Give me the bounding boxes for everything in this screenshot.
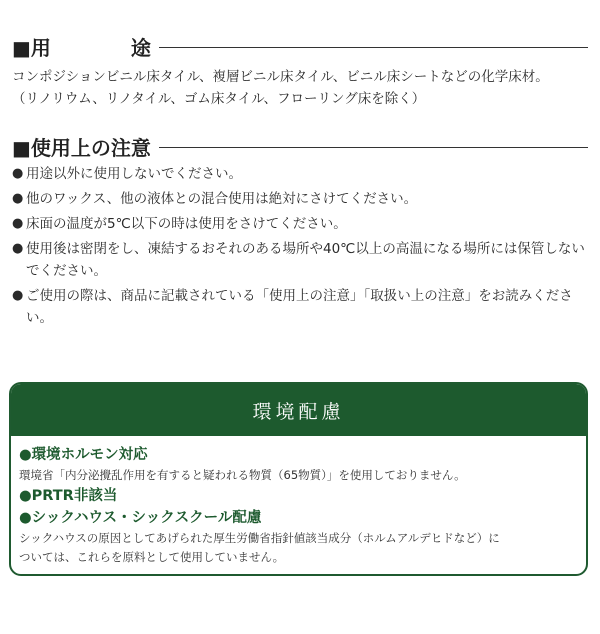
caution-item [12, 285, 588, 329]
usage-title: ■用 途 [12, 36, 151, 60]
caution-title: ■使用上の注意 [12, 136, 151, 160]
usage-divider [159, 47, 588, 48]
caution-text: 床面の温度が5℃以下の時は使用をさけてください。 [26, 216, 347, 232]
sick-house-note-line: ついては、これらを原料として使用していません。 [19, 550, 285, 564]
bullet-icon: ● [12, 166, 24, 181]
bullet-icon: ● [12, 191, 24, 206]
hormone-note: 環境省「内分泌攪乱作用を有すると疑われる物質（65物質）」を使用しておりません。 [19, 468, 466, 482]
caution-section-header [12, 132, 588, 161]
prtr-title: ●PRTR非該当 [19, 488, 118, 504]
caution-text: 用途以外に使用しないでください。 [26, 166, 242, 182]
caution-item [12, 238, 588, 282]
caution-list [12, 163, 588, 332]
eco-panel [9, 382, 588, 576]
usage-section-header [12, 32, 588, 61]
caution-text: 他のワックス、他の液体との混合使用は絶対にさけてください。 [26, 191, 418, 207]
bullet-icon: ● [12, 241, 24, 256]
eco-panel-header: 環境配慮 [11, 384, 586, 436]
eco-panel-body [11, 436, 586, 567]
caution-divider [159, 147, 588, 148]
bullet-icon: ● [12, 216, 24, 231]
caution-item [12, 163, 588, 185]
sick-house-note-line: シックハウスの原因としてあげられた厚生労働省指針値該当成分（ホルムアルデヒドなど）に [19, 531, 500, 545]
caution-item [12, 188, 588, 210]
usage-line: （リノリウム、リノタイル、ゴム床タイル、フローリング床を除く） [12, 91, 426, 107]
caution-text: ご使用の際は、商品に記載されている「使用上の注意」「取扱い上の注意」をお読みください。 [26, 288, 573, 326]
usage-text [12, 66, 592, 110]
sick-house-title: ●シックハウス・シックスクール配慮 [19, 510, 262, 526]
caution-item [12, 213, 588, 235]
caution-text: 使用後は密閉をし、凍結するおそれのある場所や40℃以上の高温になる場所には保管しないでください。 [26, 241, 585, 279]
usage-line: コンポジションビニル床タイル、複層ビニル床タイル、ビニル床シートなどの化学床材。 [12, 69, 549, 85]
bullet-icon: ● [12, 288, 24, 303]
hormone-title: ●環境ホルモン対応 [19, 447, 148, 463]
